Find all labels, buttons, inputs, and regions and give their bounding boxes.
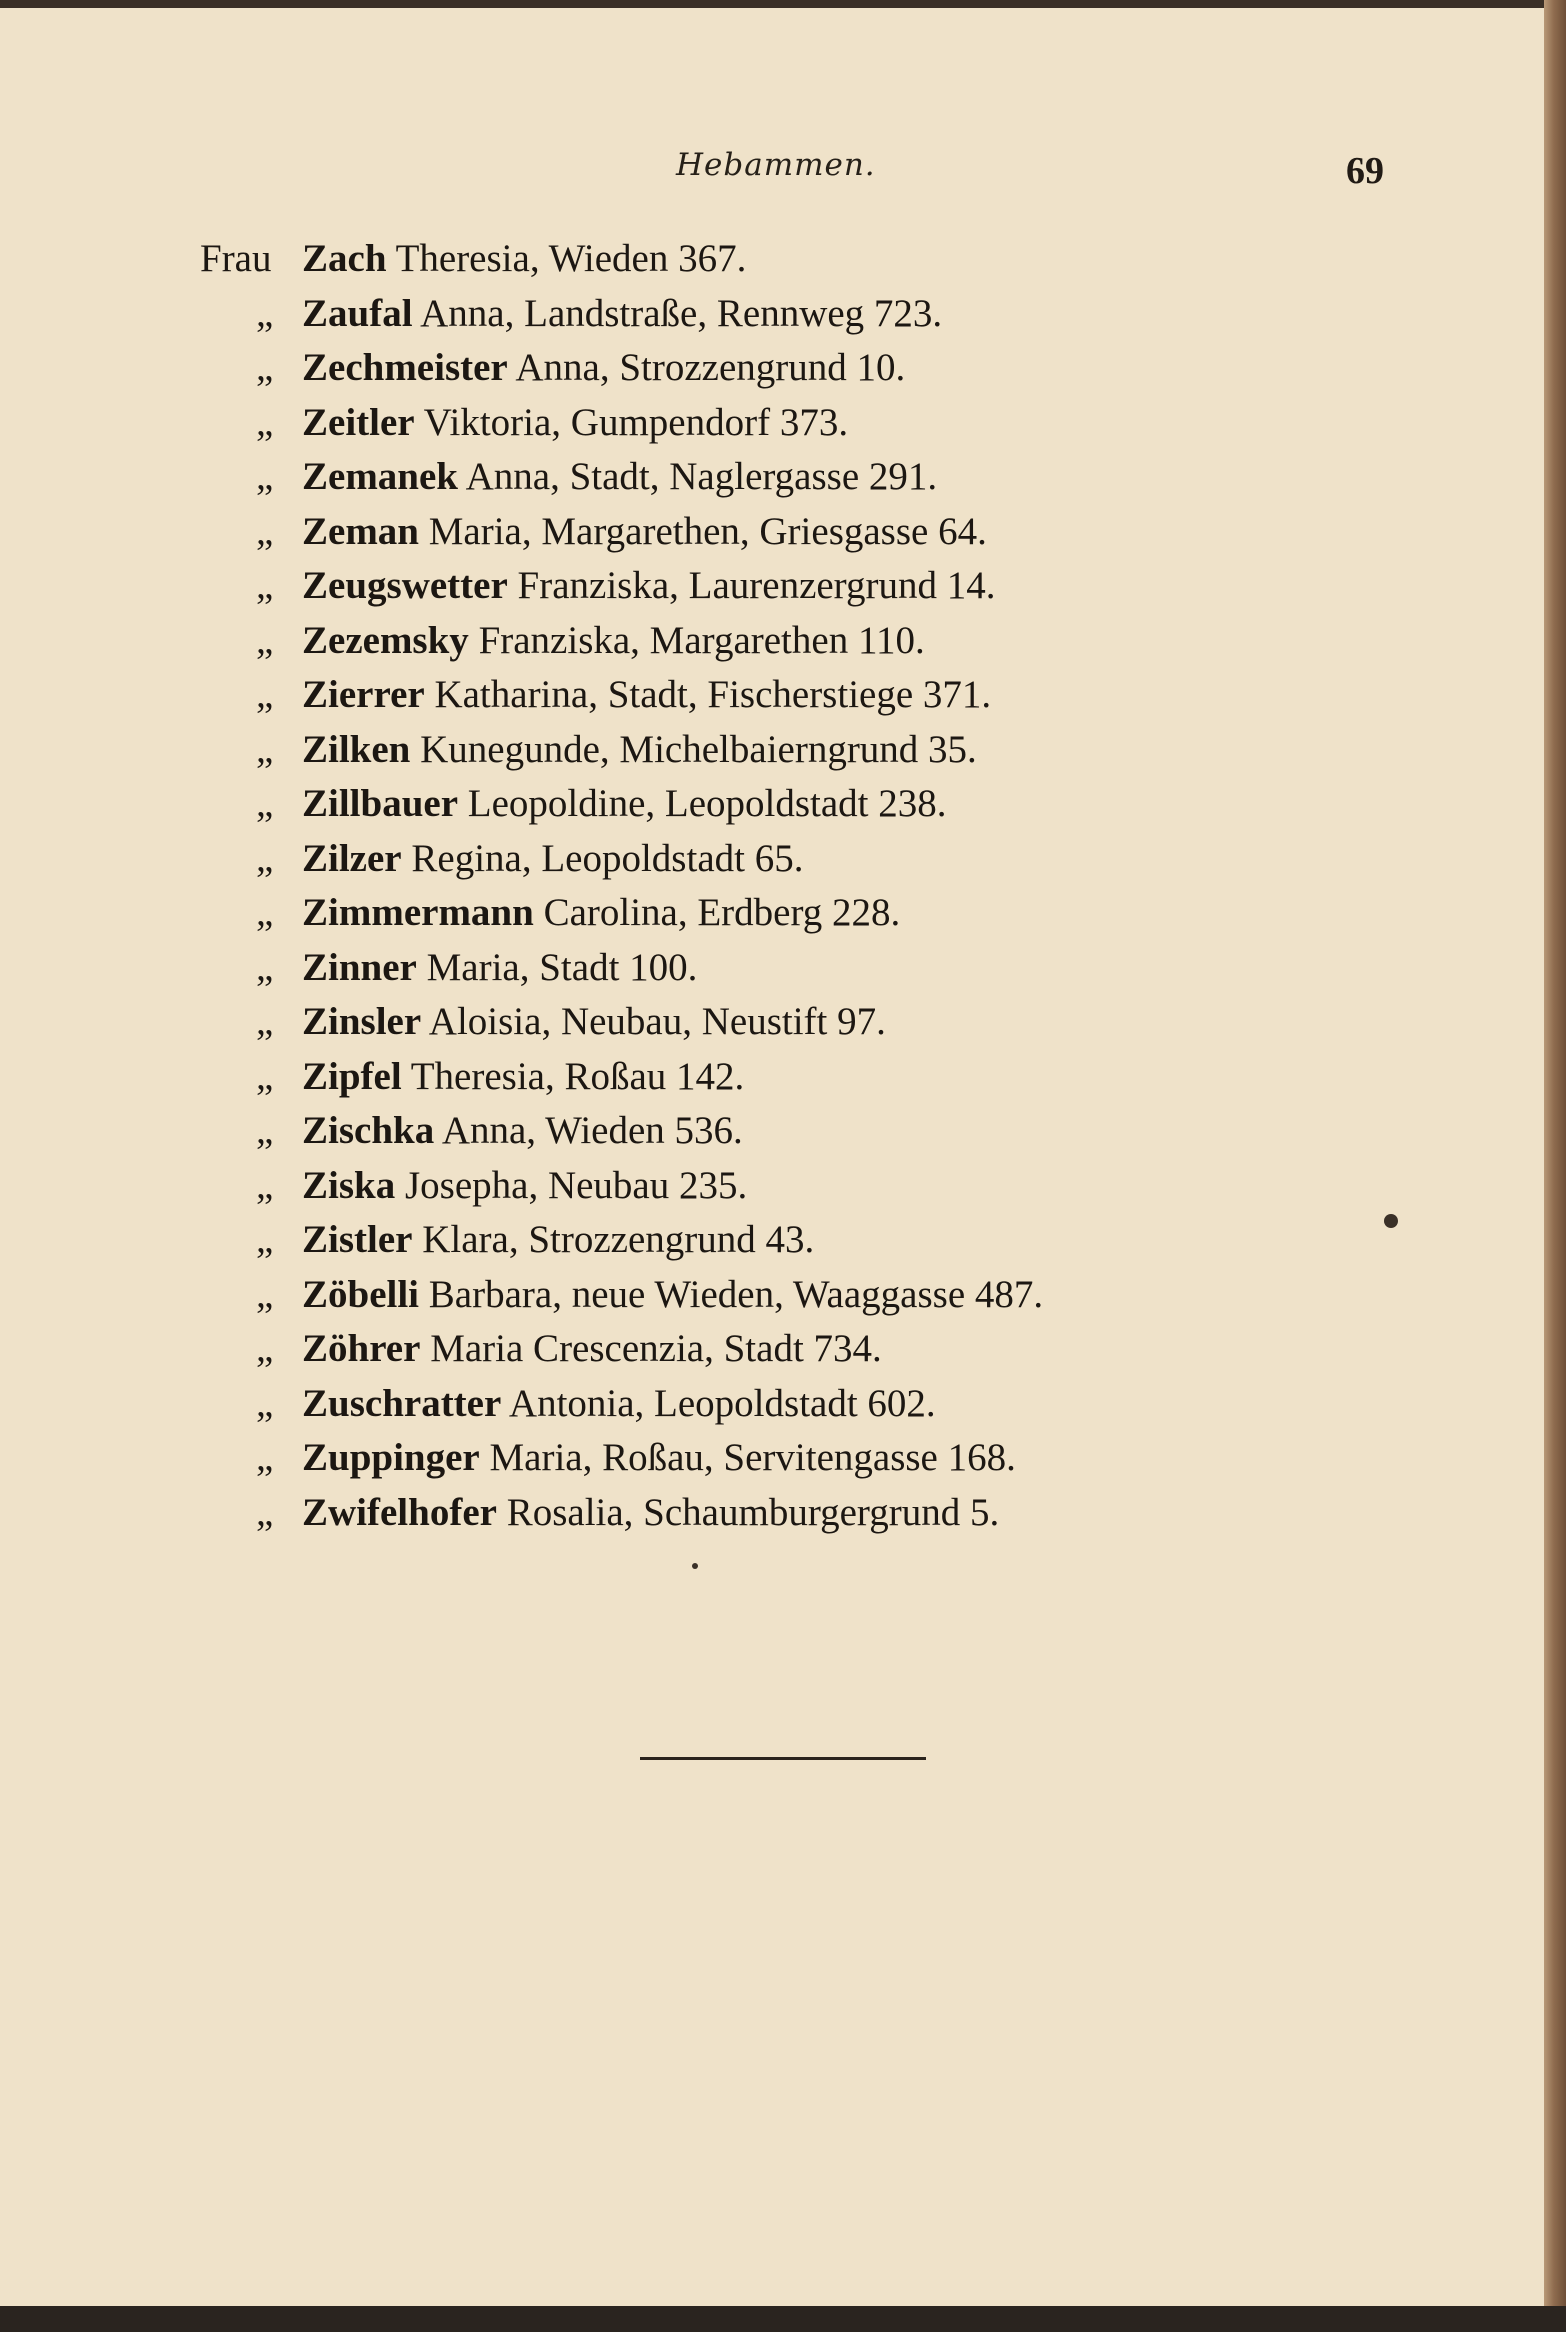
ditto-mark: „ [256, 346, 274, 389]
entry-prefix: Frau [200, 237, 272, 280]
entry-details: Maria Crescenzia, Stadt 734. [430, 1327, 882, 1370]
entry-details: Josepha, Neubau 235. [404, 1163, 748, 1207]
entry-details: Viktoria, Gumpendorf 373. [423, 400, 849, 444]
section-divider [640, 1757, 926, 1760]
list-item [200, 723, 1380, 778]
entry-surname: Zöbelli [302, 1272, 420, 1316]
entry-surname: Zistler [302, 1218, 413, 1261]
list-item [200, 1431, 1380, 1486]
entry-details: Carolina, Erdberg 228. [543, 891, 901, 934]
entry-details: Franziska, Laurenzergrund 14. [517, 564, 996, 607]
entry-surname: Zeugswetter [302, 564, 508, 607]
list-item [200, 341, 1380, 396]
list-item [200, 287, 1380, 342]
list-item [200, 232, 1380, 287]
ink-speck [1384, 1214, 1398, 1228]
entry-surname: Zaufal [302, 291, 413, 335]
page-gutter-edge [1544, 0, 1566, 2332]
list-item [200, 559, 1380, 614]
ditto-mark: „ [256, 673, 274, 716]
ink-speck [692, 1563, 698, 1569]
entry-surname: Zemanek [302, 455, 458, 498]
entry-surname: Zilken [302, 727, 411, 771]
entry-details: Katharina, Stadt, Fischerstiege 371. [434, 673, 992, 716]
entry-surname: Zwifelhofer [302, 1490, 497, 1534]
ditto-mark: „ [256, 1218, 274, 1261]
ditto-mark: „ [256, 509, 274, 553]
ditto-mark: „ [256, 1436, 274, 1479]
entry-details: Theresia, Roßau 142. [410, 1054, 745, 1098]
list-item [200, 396, 1380, 451]
entry-details: Aloisia, Neubau, Neustift 97. [428, 1000, 886, 1043]
entry-details: Rosalia, Schaumburgergrund 5. [506, 1490, 1000, 1534]
list-item [200, 1322, 1380, 1377]
ditto-mark: „ [256, 836, 274, 880]
top-page-edge [0, 0, 1566, 8]
ditto-mark: „ [256, 727, 274, 771]
entry-surname: Zillbauer [302, 782, 459, 825]
ditto-mark: „ [256, 891, 274, 934]
entry-details: Klara, Strozzengrund 43. [422, 1218, 815, 1261]
entry-details: Kunegunde, Michelbaierngrund 35. [420, 727, 977, 771]
ditto-mark: „ [256, 1272, 274, 1316]
list-item [200, 668, 1380, 723]
list-item [200, 1377, 1380, 1432]
midwife-list [200, 232, 1380, 1540]
list-item [200, 614, 1380, 669]
ditto-mark: „ [256, 945, 274, 989]
entry-surname: Zipfel [302, 1054, 402, 1098]
entry-details: Maria, Stadt 100. [426, 945, 698, 989]
entry-surname: Zechmeister [302, 346, 508, 389]
list-item [200, 995, 1380, 1050]
entry-details: Anna, Wieden 536. [441, 1109, 743, 1152]
ditto-mark: „ [256, 1109, 274, 1152]
ditto-mark: „ [256, 291, 274, 335]
running-header: Hebammen. [676, 147, 876, 183]
entry-surname: Zischka [302, 1109, 435, 1152]
entry-surname: Zinsler [302, 1000, 422, 1043]
ditto-mark: „ [256, 782, 274, 825]
ditto-mark: „ [256, 455, 274, 498]
list-item [200, 886, 1380, 941]
entry-details: Regina, Leopoldstadt 65. [411, 836, 804, 880]
list-item [200, 1050, 1380, 1105]
entry-details: Theresia, Wieden 367. [395, 237, 747, 280]
entry-surname: Zach [302, 237, 387, 280]
entry-details: Anna, Strozzengrund 10. [515, 346, 906, 389]
ditto-mark: „ [256, 618, 274, 662]
entry-surname: Zimmermann [302, 891, 534, 934]
entry-surname: Zuppinger [302, 1436, 480, 1479]
entry-surname: Zilzer [302, 836, 402, 880]
list-item [200, 777, 1380, 832]
entry-details: Anna, Stadt, Naglergasse 291. [465, 455, 938, 498]
entry-surname: Zeman [302, 509, 419, 553]
bottom-page-edge [0, 2306, 1566, 2332]
entry-details: Franziska, Margarethen 110. [478, 618, 925, 662]
ditto-mark: „ [256, 1054, 274, 1098]
entry-surname: Zierrer [302, 673, 425, 716]
list-item [200, 1486, 1380, 1541]
ditto-mark: „ [256, 1490, 274, 1534]
list-item [200, 1213, 1380, 1268]
ditto-mark: „ [256, 1163, 274, 1207]
ditto-mark: „ [256, 1381, 274, 1425]
ditto-mark: „ [256, 400, 274, 444]
entry-surname: Zeitler [302, 400, 415, 444]
list-item [200, 832, 1380, 887]
entry-details: Leopoldine, Leopoldstadt 238. [467, 782, 947, 825]
entry-details: Maria, Roßau, Servitengasse 168. [489, 1436, 1016, 1479]
list-item [200, 1159, 1380, 1214]
entry-surname: Ziska [302, 1163, 396, 1207]
page-number: 69 [1346, 150, 1384, 192]
ditto-mark: „ [256, 564, 274, 607]
entry-surname: Zezemsky [302, 618, 469, 662]
entry-surname: Zuschratter [302, 1381, 502, 1425]
entry-details: Antonia, Leopoldstadt 602. [508, 1381, 936, 1425]
entry-surname: Zinner [302, 945, 417, 989]
ditto-mark: „ [256, 1000, 274, 1043]
list-item [200, 505, 1380, 560]
list-item [200, 941, 1380, 996]
entry-details: Anna, Landstraße, Rennweg 723. [420, 291, 943, 335]
list-item [200, 1268, 1380, 1323]
entry-details: Maria, Margarethen, Griesgasse 64. [428, 509, 987, 553]
entry-details: Barbara, neue Wieden, Waaggasse 487. [428, 1272, 1044, 1316]
list-item [200, 450, 1380, 505]
entry-surname: Zöhrer [302, 1327, 421, 1370]
list-item [200, 1104, 1380, 1159]
ditto-mark: „ [256, 1327, 274, 1370]
